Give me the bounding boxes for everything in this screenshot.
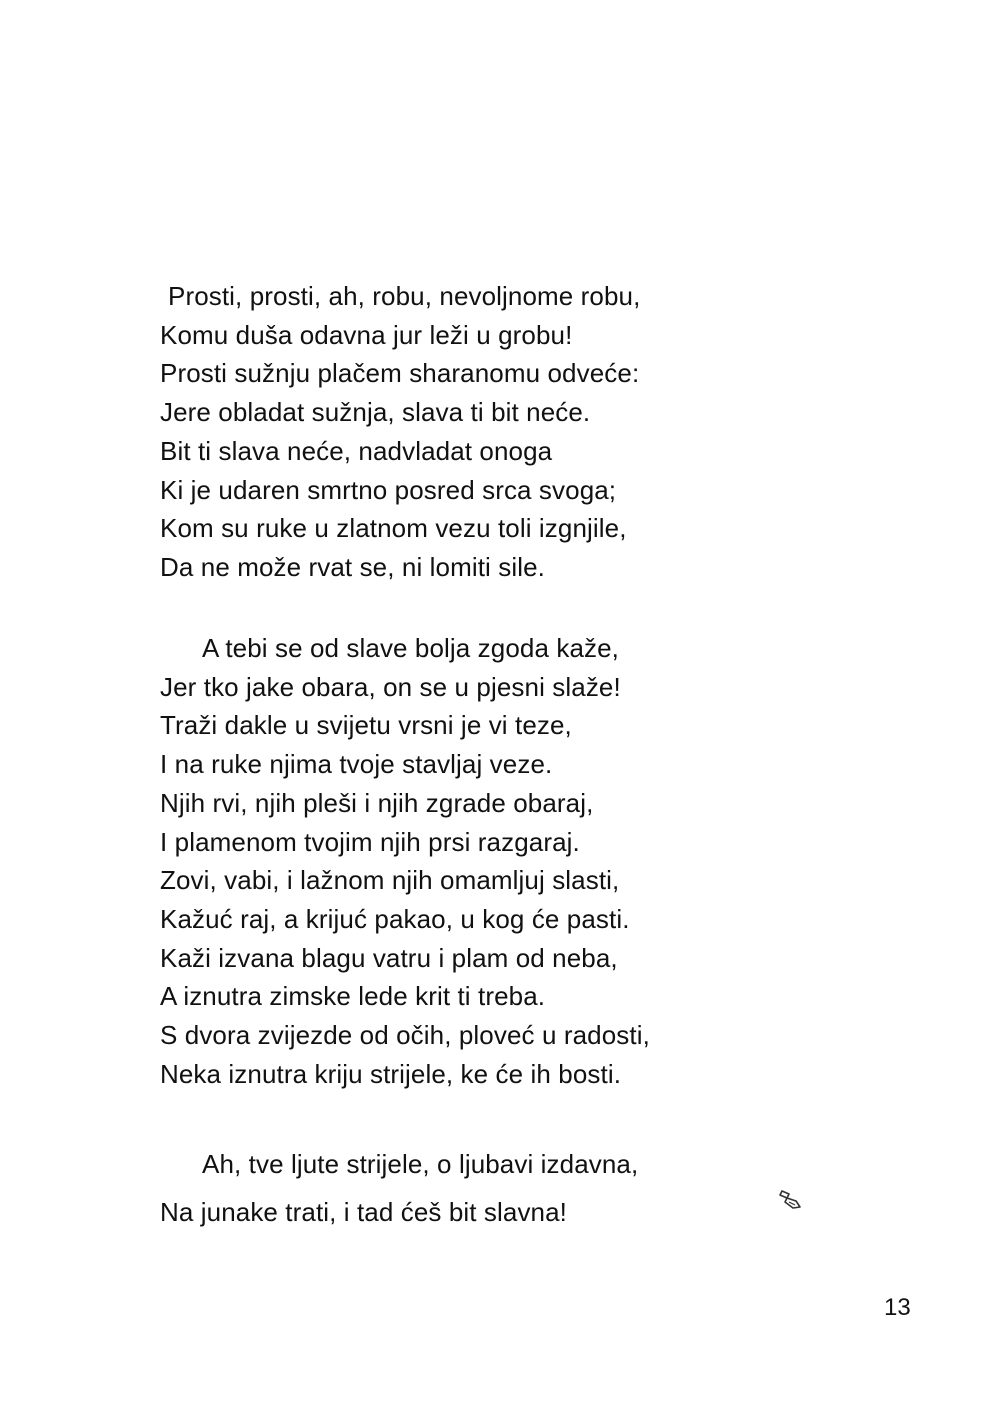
poem-line: Jere obladat sužnja, slava ti bit neće. (160, 397, 591, 428)
poem-line: Ah, tve ljute strijele, o ljubavi izdavna, (202, 1149, 639, 1179)
poem-line: Prosti, prosti, ah, robu, nevoljnome robu, (168, 281, 641, 311)
fleuron-icon (776, 1185, 804, 1213)
poem-line: Da ne može rvat se, ni lomiti sile. (160, 551, 545, 582)
page-number: 13 (884, 1294, 911, 1321)
poem-line: Kom su ruke u zlatnom vezu toli izgnjile, (160, 513, 627, 544)
stanza-2 (160, 629, 650, 1093)
poem (160, 277, 800, 1227)
poem-line: A iznutra zimske lede krit ti treba. (160, 981, 546, 1012)
poem-line: Kažuć raj, a krijuć pakao, u kog će pasti. (160, 903, 630, 934)
poem-line: Traži dakle u svijetu vrsni je vi teze, (160, 710, 572, 741)
poem-line: Na junake trati, i tad ćeš bit slavna! (160, 1197, 568, 1227)
poem-line: Neka iznutra kriju strijele, ke će ih bosti. (160, 1058, 622, 1089)
stanza-3 (160, 1140, 638, 1236)
poem-line: Kaži izvana blagu vatru i plam od neba, (160, 942, 618, 973)
poem-line: Ki je udaren smrtno posred srca svoga; (160, 474, 617, 505)
poem-line: Zovi, vabi, i lažnom njih omamljuj slasti, (160, 865, 620, 896)
stanza-1 (160, 277, 800, 587)
poem-line: A tebi se od slave bolja zgoda kaže, (202, 633, 619, 663)
poem-line: Bit ti slava neće, nadvladat onoga (160, 435, 553, 466)
poem-line: Njih rvi, njih pleši i njih zgrade obaraj, (160, 787, 594, 818)
poem-line: Jer tko jake obara, on se u pjesni slaže! (160, 671, 621, 702)
poem-line: Prosti sužnju plačem sharanomu odveće: (160, 358, 640, 389)
poem-line: Komu duša odavna jur leži u grobu! (160, 319, 573, 350)
poem-line: I na ruke njima tvoje stavljaj veze. (160, 749, 553, 780)
poem-line: I plamenom tvojim njih prsi razgaraj. (160, 826, 580, 857)
poem-line: S dvora zvijezde od očih, ploveć u radosti, (160, 1020, 650, 1051)
